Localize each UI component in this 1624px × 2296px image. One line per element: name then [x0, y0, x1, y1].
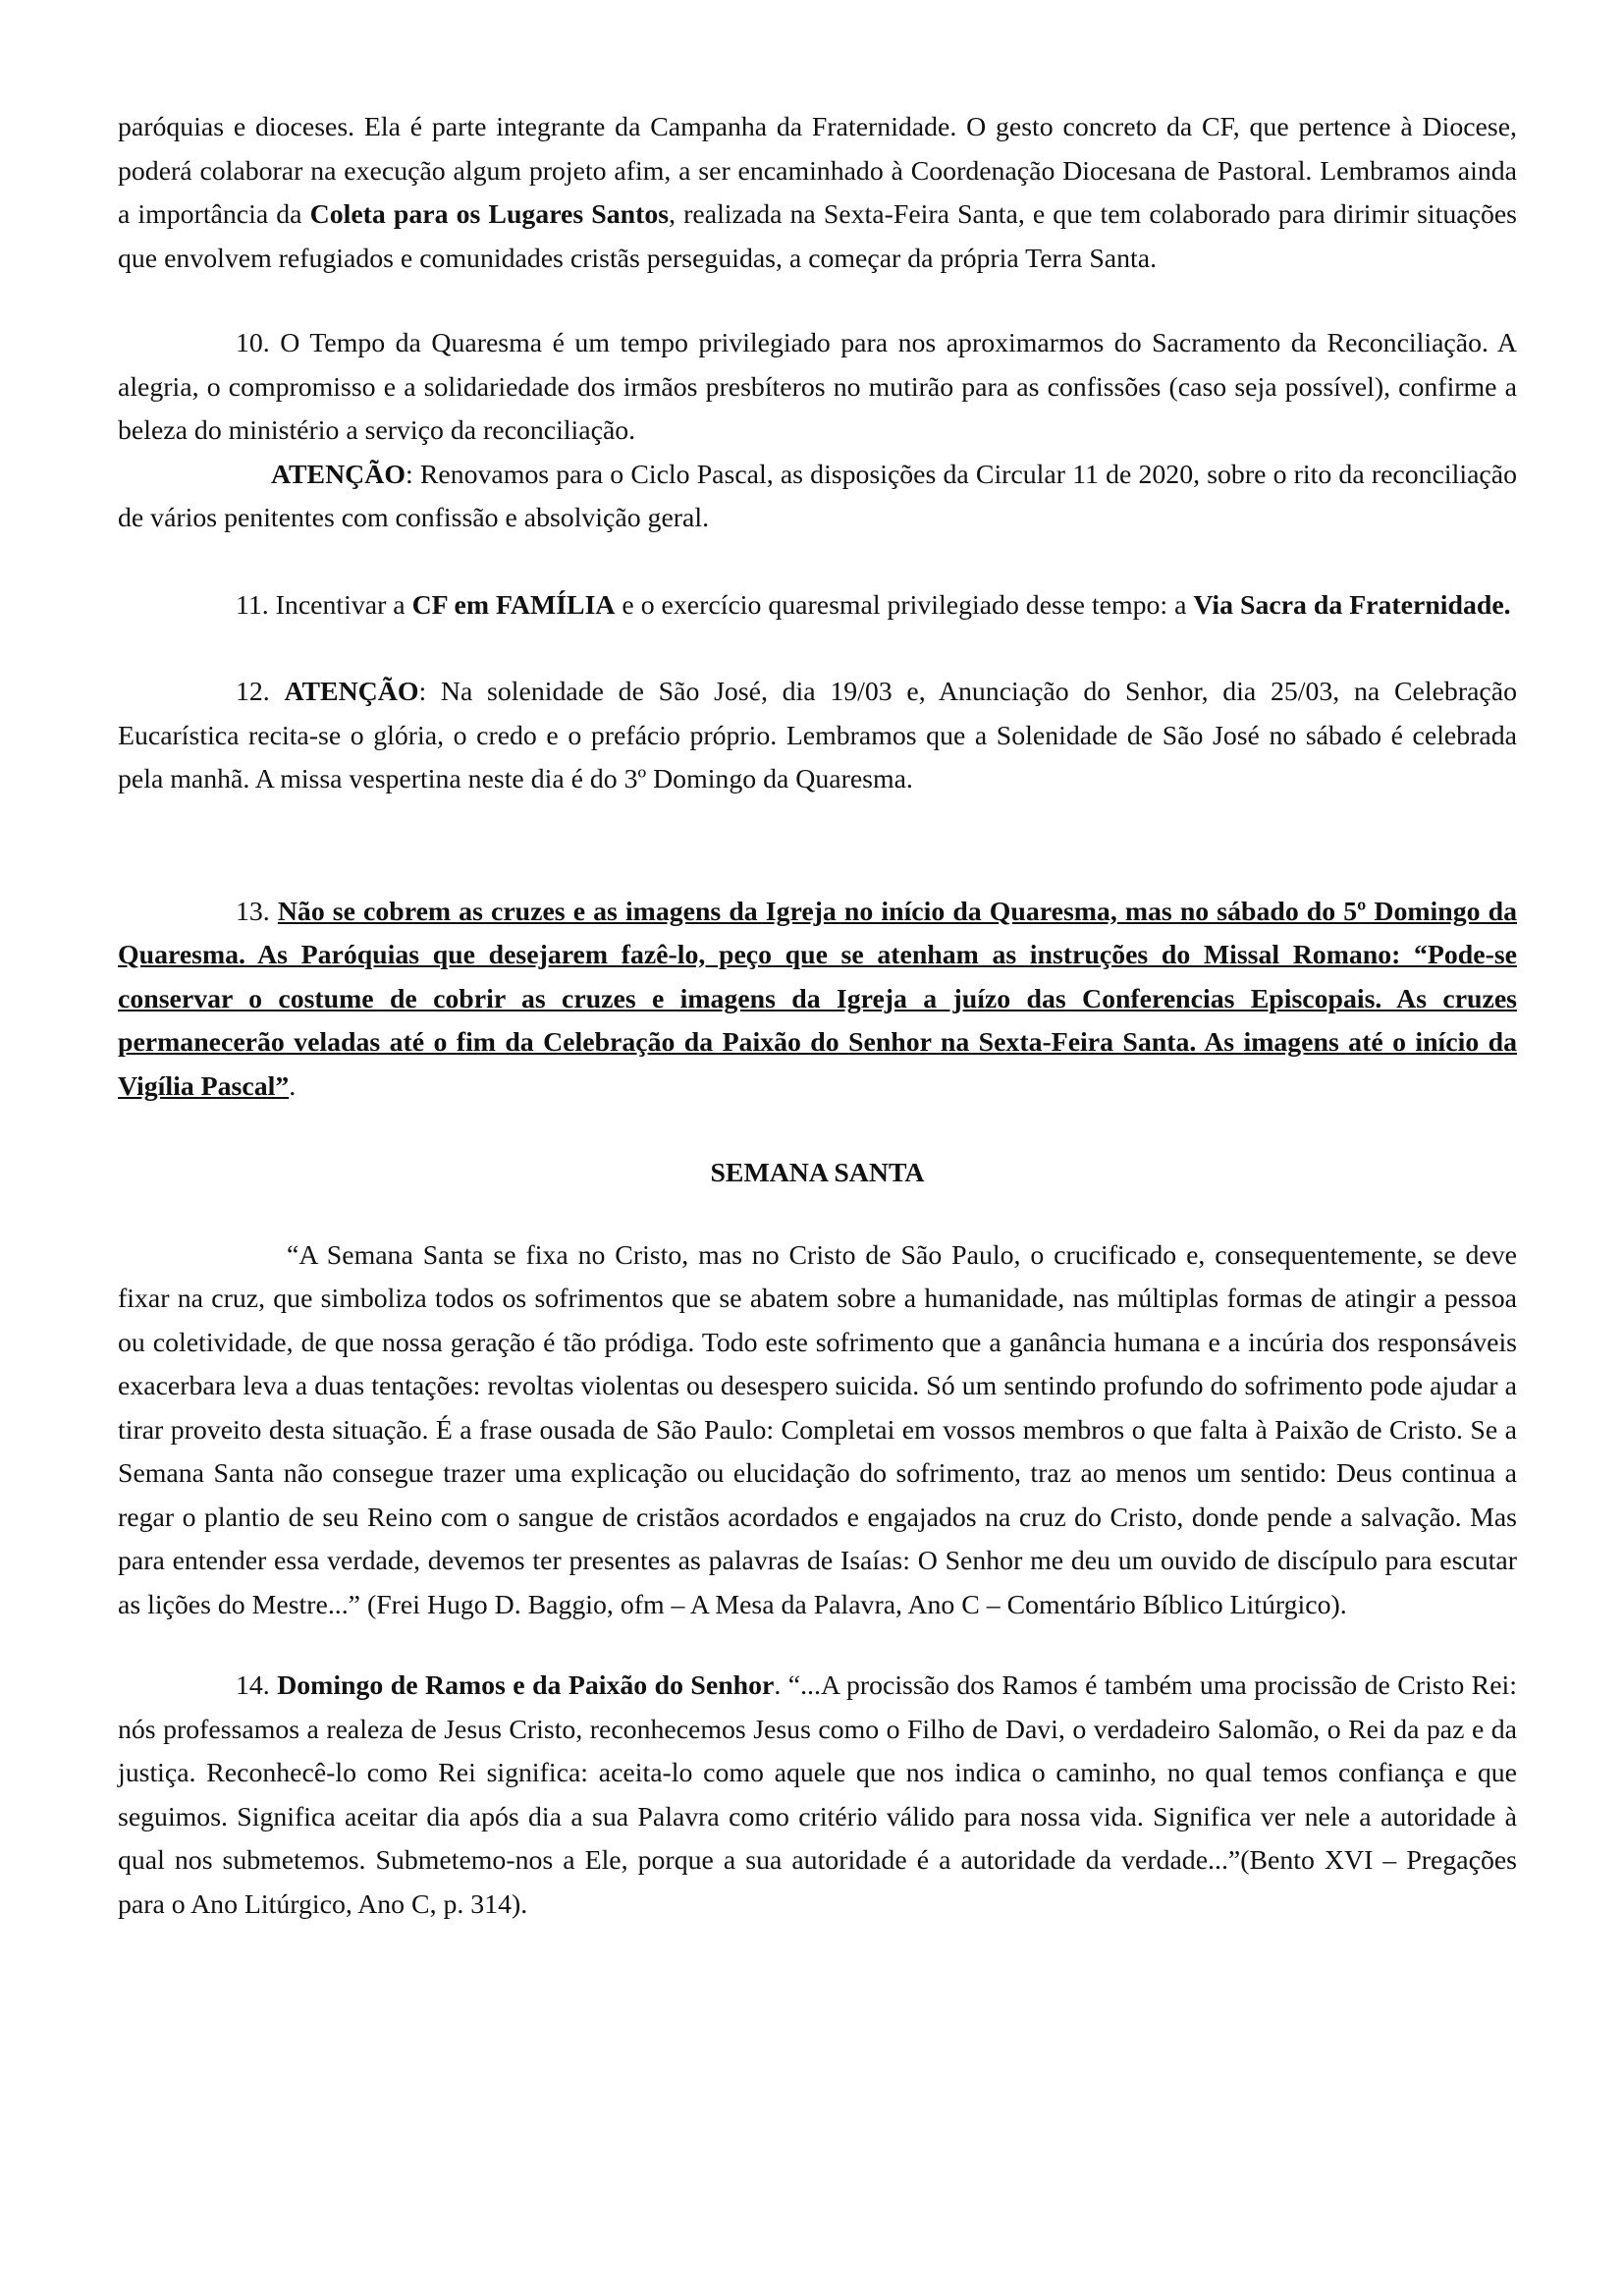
attention-label: ATENÇÃO: [271, 459, 406, 490]
paragraph-text: , realizada na Sexta-Feira Santa, e que tem colaborado para dirimir situações que envolvem refugiados e comunidades cristãs perseguidas, a começar da própria Terra Santa.: [118, 199, 1518, 274]
document-page: [118, 106, 1517, 1927]
bold-text: Coleta para os Lugares Santos: [309, 199, 670, 230]
paragraph-text: 14.: [236, 1670, 278, 1701]
paragraph-text: “A Semana Santa se fixa no Cristo, mas no Cristo de São Paulo, o crucificado e, consequentemente, se deve fixar na cruz, que simboliza todos os sofrimentos que se abatem sobre a humanidade, nas múltiplas formas de atingir a pessoa ou coletividade, de que nossa geração é tão pródiga. Todo este sofrimento que a ganância humana e a incúria dos responsáveis exacerbara leva a duas tentações: revoltas violentas ou desespero suicida. Só um sentindo profundo do sofrimento pode ajudar a tirar proveito desta situação. É a frase ousada de São Paulo: Completai em vossos membros o que falta à Paixão de Cristo. Se a Semana Santa não consegue trazer uma explicação ou elucidação do sofrimento, traz ao menos um sentido: Deus continua a regar o plantio de seu Reino com o sangue de cristãos acordados e engajados na cruz do Cristo, donde pende a salvação. Mas para entender essa verdade, devemos ter presentes as palavras de Isaías: O Senhor me deu um ouvido de discípulo para escutar as lições do Mestre...” (Frei Hugo D. Baggio, ofm – A Mesa da Palavra, Ano C – Comentário Bíblico Litúrgico).: [118, 1239, 1517, 1620]
paragraph-9-continuation: [118, 106, 1517, 281]
paragraph-text: : Na solenidade de São José, dia 19/03 e, Anunciação do Senhor, dia 25/03, na Celebração Eucarística recita-se o glória, o credo e o prefácio próprio. Lembramos que a Solenidade de São José no sábado é celebrada pela manhã. A missa vespertina neste dia é do 3º Domingo da Quaresma.: [118, 677, 1517, 794]
bold-text: CF em FAMÍLIA: [411, 589, 616, 621]
bold-text: Domingo de Ramos e da Paixão do Senhor: [277, 1670, 775, 1701]
quote-paragraph: [118, 1234, 1517, 1628]
section-heading: SEMANA SANTA: [710, 1158, 925, 1188]
paragraph-text: paróquias e dioceses. Ela é parte integrante da Campanha da Fraternidade. O gesto concreto da CF, que pertence à Diocese, poderá colaborar na execução algum projeto afim, a ser encaminhado à Coordenação Diocesana de Pastoral. Lembramos ainda a importância da: [118, 112, 1517, 230]
paragraph-14: [118, 1665, 1517, 1927]
paragraph-text: .: [289, 1070, 297, 1102]
paragraph-text: e o exercício quaresmal privilegiado desse tempo: a: [615, 589, 1194, 621]
bold-underlined-text: Não se cobrem as cruzes e as imagens da Igreja no início da Quaresma, mas no sábado do 5º Domingo da Quaresma. As Paróquias que desejarem fazê-lo, peço que se atenham as instruções do Missal Romano: “Pode-se conservar o costume de cobrir as cruzes e imagens da Igreja a juízo das Conferencias Episcopais. As cruzes permanecerão veladas até o fim da Celebração da Paixão do Senhor na Sexta-Feira Santa. As imagens até o início da Vigília Pascal”: [118, 896, 1517, 1102]
paragraph-10-attention: [118, 454, 1517, 541]
paragraph-text: . “...A procissão dos Ramos é também uma procissão de Cristo Rei: nós professamos a realeza de Jesus Cristo, reconhecemos Jesus como o Filho de Davi, o verdadeiro Salomão, o Rei da paz e da justiça. Reconhecê-lo como Rei significa: aceita-lo como aquele que nos indica o caminho, no qual temos confiança e que seguimos. Significa aceitar dia após dia a sua Palavra como critério válido para nossa vida. Significa ver nele a autoridade à qual nos submetemos. Submetemo-nos a Ele, porque a sua autoridade é a autoridade da verdade...”(Bento XVI – Pregações para o Ano Litúrgico, Ano C, p. 314).: [118, 1670, 1517, 1920]
paragraph-13: [118, 891, 1517, 1110]
bold-text: Via Sacra da Fraternidade.: [1193, 589, 1511, 621]
paragraph-text: 12.: [236, 677, 285, 707]
paragraph-text: : Renovamos para o Ciclo Pascal, as disposições da Circular 11 de 2020, sobre o rito da reconciliação de vários penitentes com confissão e absolvição geral.: [118, 459, 1517, 533]
paragraph-text: 11. Incentivar a: [236, 589, 412, 621]
paragraph-11: [118, 584, 1517, 629]
paragraph-text: 13.: [236, 896, 278, 927]
paragraph-10: [118, 322, 1517, 454]
attention-label: ATENÇÃO: [284, 677, 419, 707]
paragraph-text: 10. O Tempo da Quaresma é um tempo privilegiado para nos aproximarmos do Sacramento da Reconciliação. A alegria, o compromisso e a solidariedade dos irmãos presbíteros no mutirão para as confissões (caso seja possível), confirme a beleza do ministério a serviço da reconciliação.: [118, 328, 1517, 446]
paragraph-12: [118, 671, 1517, 802]
